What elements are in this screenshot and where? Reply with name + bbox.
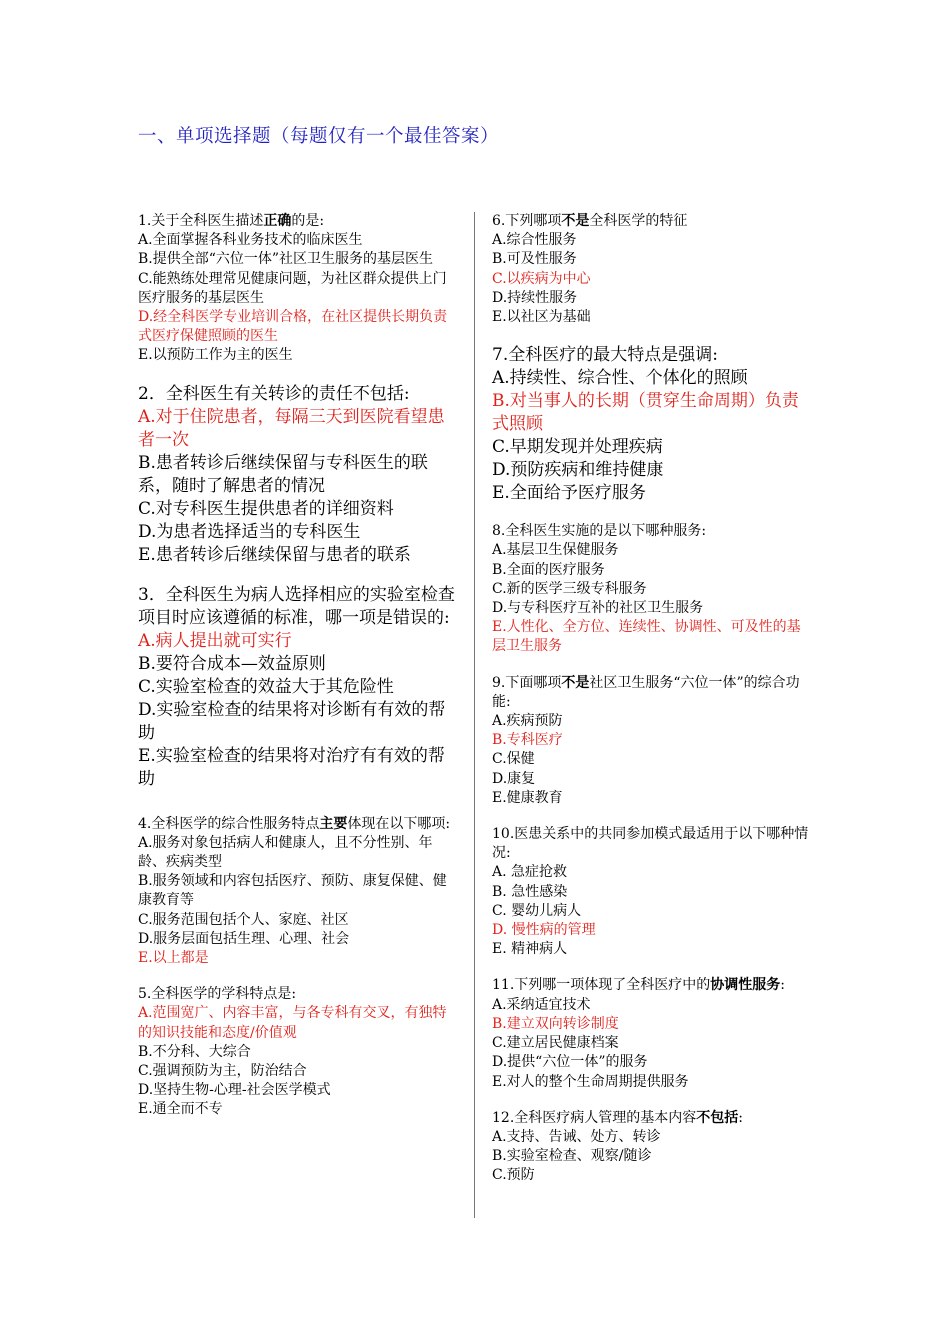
option-c: C.强调预防为主，防治结合 — [138, 1063, 307, 1080]
option-a-answer: A.范围宽广、内容丰富，与各专科有交叉，有独特的知识技能和态度/价值观 — [138, 1005, 447, 1041]
option-a: A.服务对象包括病人和健康人，且不分性别、年龄、疾病类型 — [138, 834, 433, 871]
column-divider — [474, 212, 475, 1218]
option-d: D.实验室检查的结果将对诊断有有效的帮助 — [138, 699, 446, 743]
option-b: B.服务领域和内容包括医疗、预防、康复保健、健康教育等 — [138, 873, 447, 909]
option-b: B.实验室检查、观察/随诊 — [492, 1148, 652, 1165]
question-11 — [492, 976, 814, 1091]
option-b: B.不分科、大综合 — [138, 1043, 251, 1060]
option-e: E.以预防工作为主的医生 — [138, 347, 293, 364]
question-stem: 7.全科医疗的最大特点是强调: — [492, 345, 718, 366]
option-e-answer: E.人性化、全方位、连续性、协调性、可及性的基层卫生服务 — [492, 619, 801, 655]
question-stem: 11.下列哪一项体现了全科医疗中的协调性服务: — [492, 977, 785, 994]
option-c: C.新的医学三级专科服务 — [492, 580, 647, 597]
option-e: E.健康教育 — [492, 789, 563, 806]
question-stem: 5.全科医学的学科特点是: — [138, 986, 297, 1003]
question-5 — [138, 985, 460, 1119]
left-column — [138, 212, 460, 1137]
question-10 — [492, 825, 814, 959]
question-1 — [138, 212, 460, 366]
option-d: D.持续性服务 — [492, 289, 578, 306]
option-e-answer: E.以上都是 — [138, 950, 209, 967]
question-stem: 6.下列哪项不是全科医学的特征 — [492, 213, 688, 229]
question-stem: 3．全科医生为病人选择相应的实验室检查项目时应该遵循的标准，哪一项是错误的: — [138, 584, 455, 628]
option-c: C.对专科医生提供患者的详细资料 — [138, 498, 394, 519]
question-3 — [138, 584, 460, 791]
question-8 — [492, 522, 814, 656]
option-a: A.持续性、综合性、个体化的照顾 — [492, 368, 748, 389]
option-d: D.与专科医疗互补的社区卫生服务 — [492, 600, 704, 617]
option-d: D.服务层面包括生理、心理、社会 — [138, 930, 350, 947]
option-c: C.能熟练处理常见健康问题，为社区群众提供上门医疗服务的基层医生 — [138, 270, 447, 306]
option-c-answer: C.以疾病为中心 — [492, 270, 591, 287]
question-4 — [138, 815, 460, 969]
question-7 — [492, 344, 814, 505]
option-a: A.综合性服务 — [492, 232, 577, 249]
option-d-answer: D.经全科医学专业培训合格，在社区提供长期负责式医疗保健照顾的医生 — [138, 309, 448, 345]
option-e: E.全面给予医疗服务 — [492, 483, 646, 504]
option-a: A.基层卫生保健服务 — [492, 542, 619, 559]
option-e: E.以社区为基础 — [492, 309, 591, 326]
right-column — [492, 212, 814, 1203]
section-heading: 一、单项选择题（每题仅有一个最佳答案） — [138, 126, 500, 147]
question-stem: 2．全科医生有关转诊的责任不包括: — [138, 383, 410, 404]
option-a: A.采纳适宜技术 — [492, 996, 591, 1013]
option-b: B.全面的医疗服务 — [492, 561, 605, 578]
option-b-answer: B.建立双向转诊制度 — [492, 1015, 619, 1032]
option-d: D.提供“六位一体”的服务 — [492, 1054, 648, 1071]
option-b: B.可及性服务 — [492, 251, 577, 268]
option-c: C.实验室检查的效益大于其危险性 — [138, 676, 394, 697]
option-b-answer: B.对当事人的长期（贯穿生命周期）负责式照顾 — [492, 391, 799, 435]
option-d: D.为患者选择适当的专科医生 — [138, 521, 361, 542]
option-b-answer: B.专科医疗 — [492, 732, 563, 749]
option-c: C.建立居民健康档案 — [492, 1035, 619, 1052]
option-c: C.保健 — [492, 751, 535, 768]
option-a: A.疾病预防 — [492, 713, 563, 730]
option-d-answer: D. 慢性病的管理 — [492, 922, 596, 939]
option-a: A.全面掌握各科业务技术的临床医生 — [138, 232, 363, 249]
question-stem: 1.关于全科医生描述正确的是: — [138, 213, 325, 229]
question-12 — [492, 1109, 814, 1186]
question-stem: 4.全科医学的综合性服务特点主要体现在以下哪项: — [138, 815, 451, 832]
question-2 — [138, 383, 460, 567]
option-e: E.对人的整个生命周期提供服务 — [492, 1073, 689, 1090]
question-stem: 8.全科医生实施的是以下哪种服务: — [492, 523, 707, 540]
question-9 — [492, 674, 814, 808]
option-b: B. 急性感染 — [492, 883, 568, 900]
option-d: D.坚持生物-心理-社会医学模式 — [138, 1082, 331, 1099]
option-d: D.康复 — [492, 770, 536, 787]
option-b: B.患者转诊后继续保留与专科医生的联系，随时了解患者的情况 — [138, 452, 428, 496]
option-b: B.要符合成本—效益原则 — [138, 653, 326, 674]
question-stem: 12.全科医疗病人管理的基本内容不包括: — [492, 1109, 743, 1126]
option-a: A. 急症抢救 — [492, 864, 568, 881]
option-e: E.通全而不专 — [138, 1101, 223, 1118]
option-c: C.早期发现并处理疾病 — [492, 437, 663, 458]
option-c: C. 婴幼儿病人 — [492, 902, 582, 919]
option-e: E.实验室检查的结果将对治疗有有效的帮助 — [138, 745, 445, 789]
question-6 — [492, 212, 814, 327]
option-a-answer: A.病人提出就可实行 — [138, 630, 292, 651]
option-d: D.预防疾病和维持健康 — [492, 460, 664, 481]
option-e: E.患者转诊后继续保留与患者的联系 — [138, 544, 411, 565]
option-a: A.支持、告诫、处方、转诊 — [492, 1128, 661, 1145]
option-e: E. 精神病人 — [492, 941, 568, 958]
option-c: C.预防 — [492, 1167, 535, 1184]
option-c: C.服务范围包括个人、家庭、社区 — [138, 911, 349, 928]
option-b: B.提供全部“六位一体”社区卫生服务的基层医生 — [138, 251, 434, 268]
question-stem: 10.医患关系中的共同参加模式最适用于以下哪种情况: — [492, 826, 809, 862]
option-a-answer: A.对于住院患者，每隔三天到医院看望患者一次 — [138, 406, 445, 450]
question-stem: 9.下面哪项不是社区卫生服务“六位一体”的综合功能: — [492, 674, 800, 710]
